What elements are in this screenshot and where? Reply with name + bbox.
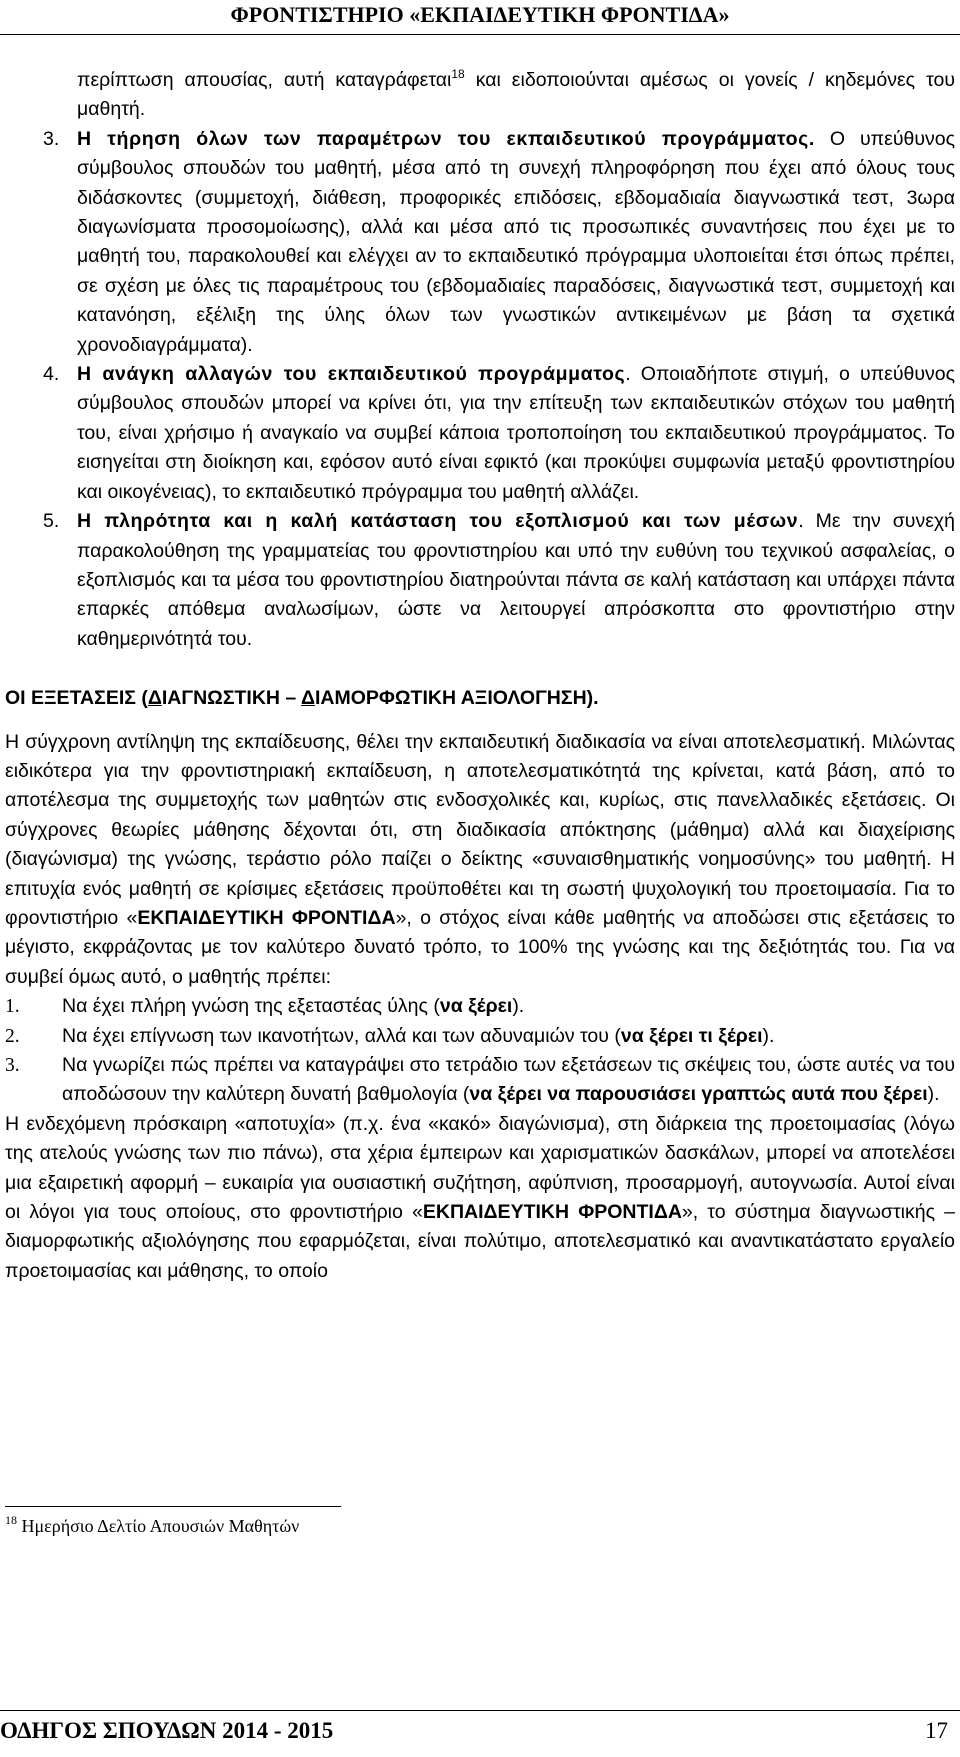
paragraph-text: », ο στόχος είναι κάθε μαθητής να αποδώσει στις εξετάσεις το μέγιστο, εκφράζοντας με τον καλύτερο δυνατό τρόπο, το 100% της γνώσης και της δεξιότητάς του. Για να συμβεί όμως αυτό, ο μαθητής πρέπει: — [5, 906, 956, 988]
requirement-emphasis: να ξέρει να παρουσιάσει γραπτώς αυτά που ξέρει — [469, 1083, 928, 1106]
footnote-ref[interactable]: 18 — [451, 66, 465, 81]
requirement-text: Να έχει επίγνωση των ικανοτήτων, αλλά και των αδυναμιών του ( — [62, 1024, 621, 1047]
brand-name: ΕΚΠΑΙΔΕΥΤΙΚΗ ΦΡΟΝΤΙΔΑ — [137, 906, 396, 929]
list-item-4 — [5, 360, 955, 507]
heading-part: ΙΑΜΟΡΦΩΤΙΚΗ ΑΞΙΟΛΟΓΗΣΗ). — [314, 687, 599, 710]
list-item-5 — [5, 507, 955, 654]
page-content — [5, 66, 955, 1286]
heading-part: ΙΑΓΝΩΣΤΙΚΗ – — [161, 687, 301, 710]
item-number: 4. — [43, 363, 60, 386]
item-title: Η τήρηση όλων των παραμέτρων του εκπαιδευτικού προγράμματος. — [77, 127, 815, 150]
body-paragraph-1 — [5, 728, 955, 993]
item-number: 3. — [43, 127, 60, 150]
requirement-number: 3. — [5, 1055, 20, 1076]
item-body: . Οποιαδήποτε στιγμή, ο υπεύθυνος σύμβουλος σπουδών μπορεί να κρίνει ότι, για την επίτευξη των εκπαιδευτικών στόχων του μαθητή του, είναι χρήσιμο ή αναγκαίο να συμβεί κάποια τροποποίηση του εκπαιδευτικού προγράμματος. Το εισηγείται στη διοίκηση και, εφόσον αυτό είναι εφικτό (και προκύψει συμφωνία μεταξύ φροντιστηρίου και οικογένειας), το εκπαιδευτικό πρόγραμμα του μαθητή αλλάζει. — [77, 363, 955, 503]
footnote-number: 18 — [5, 1513, 17, 1527]
item-title: Η ανάγκη αλλαγών του εκπαιδευτικού προγράμματος — [77, 363, 626, 386]
requirement-text: Να έχει πλήρη γνώση της εξεταστέας ύλης ( — [62, 995, 440, 1018]
intro-paragraph — [5, 66, 955, 125]
heading-underlined-letter: Δ — [147, 687, 162, 710]
page-header: ΦΡΟΝΤΙΣΤΗΡΙΟ «ΕΚΠΑΙΔΕΥΤΙΚΗ ΦΡΟΝΤΙΔΑ» — [230, 2, 730, 27]
intro-text: περίπτωση απουσίας, αυτή καταγράφεται — [77, 69, 452, 91]
heading-underlined-letter: Δ — [300, 687, 315, 710]
paragraph-text: », το σύστημα διαγνωστικής – διαμορφωτικής αξιολόγησης που εφαρμόζεται, είναι πολύτιμο, αποτελεσματικό και αναντικατάστατο εργαλείο προετοιμασίας και μάθησης, το οποίο — [5, 1201, 955, 1282]
requirement-emphasis: να ξέρει τι ξέρει — [620, 1024, 763, 1047]
header-divider — [0, 34, 960, 35]
list-item-3 — [5, 125, 955, 360]
heading-part: ΟΙ ΕΞΕΤΑΣΕΙΣ ( — [5, 687, 148, 710]
footer-title: ΟΔΗΓΟΣ ΣΠΟΥΔΩΝ 2014 - 2015 — [0, 1718, 334, 1743]
item-body: Ο υπεύθυνος σύμβουλος σπουδών του μαθητή, μέσα από τη συνεχή πληροφόρηση που έχει από όλους τους διδάσκοντες (συμμετοχή, διάθεση, προφορικές επιδόσεις, εβδομαδιαία διαγνωστικά τεστ, 3ωρα διαγωνίσματα προσομοίωσης), αλλά και μέσα από τις προσωπικές συναντήσεις που έχει με το μαθητή του, παρακολουθεί και ελέγχει αν το εκπαιδευτικό πρόγραμμα υλοποιείται έτσι όπως πρέπει, σε σχέση με όλες τις παραμέτρους του (εβδομαδιαίες παραδόσεις, διαγνωστικά τεστ, συμμετοχή και κατανόηση, εξέλιξη της ύλης όλων των γνωστικών αντικειμένων με βάση τα σχετικά χρονοδιαγράμματα). — [77, 127, 955, 356]
requirement-number: 1. — [5, 996, 20, 1018]
requirement-number: 2. — [5, 1025, 20, 1047]
requirement-text: ). — [762, 1024, 775, 1047]
item-number: 5. — [43, 510, 60, 533]
requirement-text: ). — [512, 995, 525, 1018]
brand-name: ΕΚΠΑΙΔΕΥΤΙΚΗ ΦΡΟΝΤΙΔΑ — [422, 1201, 682, 1224]
requirement-text: Να γνωρίζει πώς πρέπει να καταγράψει στο τετράδιο των εξετάσεων τις σκέψεις του, ώστε αυτές να του αποδώσουν την καλύτερη δυνατή βαθμολογία ( — [62, 1054, 955, 1106]
body-paragraph-2 — [5, 1110, 955, 1286]
requirement-item-2 — [5, 1022, 955, 1051]
requirement-item-1 — [5, 992, 955, 1021]
paragraph-text: Η σύγχρονη αντίληψη της εκπαίδευσης, θέλει την εκπαιδευτική διαδικασία να είναι αποτελεσματική. Μιλώντας ειδικότερα για την φροντιστηριακή εκπαίδευση, η αποτελεσματικότητά της κρίνεται, κατά βάση, από το αποτέλεσμα της συμμετοχής των μαθητών στις ενδοσχολικές και, κυρίως, στις πανελλαδικές εξετάσεις. Οι σύγχρονες θεωρίες μάθησης δέχονται ότι, στη διαδικασία απόκτησης (μάθημα) αλλά και διαχείρισης (διαγώνισμα) της γνώσης, τεράστιο ρόλο παίζει ο δείκτης «συναισθηματικής νοημοσύνης» του μαθητή. Η επιτυχία ενός μαθητή σε κρίσιμες εξετάσεις προϋποθέτει και τη σωστή ψυχολογική του προετοιμασία. Για το φροντιστήριο « — [5, 730, 955, 929]
requirement-emphasis: να ξέρει — [439, 995, 513, 1018]
footnote-text: Ημερήσιο Δελτίο Απουσιών Μαθητών — [17, 1516, 300, 1536]
item-body: . Με την συνεχή παρακολούθηση της γραμματείας του φροντιστηρίου και υπό την ευθύνη του τεχνικού ασφαλείας, ο εξοπλισμός και τα μέσα του φροντιστηρίου διατηρούνται πάντα σε καλή κατάσταση και υπάρχει πάντα επαρκές απόθεμα αναλωσίμων, ώστε να λειτουργεί απρόσκοπτα στο φροντιστήριο στην καθημερινότητά του. — [77, 510, 955, 650]
footer-divider — [0, 1710, 960, 1711]
section-heading — [5, 684, 955, 713]
footnote-divider — [5, 1506, 341, 1507]
requirement-text: ). — [927, 1083, 940, 1106]
paragraph-text: Η ενδεχόμενη πρόσκαιρη «αποτυχία» (π.χ. ένα «κακό» διαγώνισμα), στη διάρκεια της προετοιμασίας (λόγω της ατελούς γνώσης των πιο πάνω), στα χέρια έμπειρων και χαρισματικών δασκάλων, μπορεί να αποτελέσει μια εξαιρετική αφορμή – ευκαιρία για ουσιαστική συζήτηση, αφύπνιση, προσαρμογή, αυτογνωσία. Αυτοί είναι οι λόγοι για τους οποίους, στο φροντιστήριο « — [5, 1112, 955, 1224]
item-title: Η πληρότητα και η καλή κατάσταση του εξοπλισμού και των μέσων — [77, 510, 799, 533]
intro-text-cont: και ειδοποιούνται αμέσως οι γονείς / κηδεμόνες του μαθητή. — [77, 69, 955, 121]
footnote — [5, 1513, 300, 1537]
page-number: 17 — [925, 1718, 948, 1743]
requirement-item-3 — [5, 1051, 955, 1110]
